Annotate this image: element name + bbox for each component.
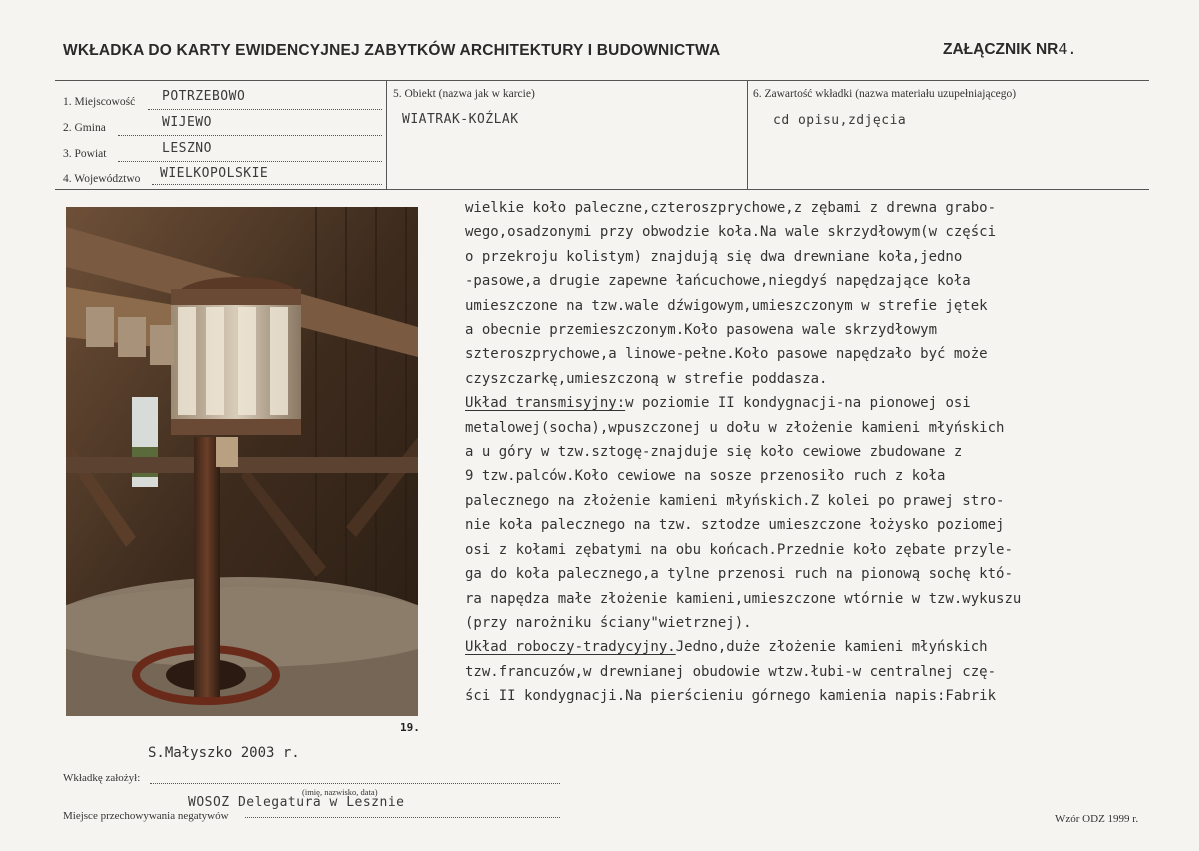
description-line: czyszczarkę,umieszczoną w strefie poddasza.: [465, 370, 828, 387]
description-line: ści II kondygnacji.Na pierścieniu górnego kamienia napis:Fabrik: [465, 688, 997, 705]
wojewodztwo-label: 4. Województwo: [63, 173, 141, 185]
zalozyl-hint: (imię, nazwisko, data): [302, 787, 378, 797]
photo-number: 19.: [400, 721, 420, 734]
description-line: ga do koła palecznego,a tylne przenosi ruch na pionową sochę któ-: [465, 566, 1013, 583]
description-line: szteroszprychowe,a linowe-pełne.Koło pasowe napędzało być może: [465, 346, 988, 363]
description-line: tzw.francuzów,w drewnianej obudowie wtzw.łubi-w centralnej czę-: [465, 663, 997, 680]
miejscowosc-value: POTRZEBOWO: [162, 89, 246, 104]
description-line: umieszczone na tzw.wale dźwigowym,umieszczonym w strefie jętek: [465, 297, 988, 314]
column-divider-2: [747, 80, 748, 190]
zawartosc-label: 6. Zawartość wkładki (nazwa materiału uzupełniającego): [753, 88, 1017, 100]
author-signature: S.Małyszko 2003 r.: [148, 745, 300, 761]
miejscowosc-dots: [148, 109, 382, 110]
powiat-value: LESZNO: [162, 141, 212, 156]
wojewodztwo-dots: [152, 184, 382, 185]
description-line-text: Jedno,duże złożenie kamieni młyńskich: [675, 639, 988, 656]
description-line: o przekroju kolistym) znajdują się dwa drewniane koła,jedno: [465, 248, 963, 265]
description-line: wielkie koło paleczne,czteroszprychowe,z zębami z drewna grabo-: [465, 200, 997, 216]
work-heading: Układ roboczy-tradycyjny.: [465, 639, 676, 656]
miejsce-label: Miejsce przechowywania negatywów: [63, 810, 229, 822]
form-version: Wzór ODZ 1999 r.: [1055, 813, 1139, 825]
description-line-text: w poziomie II kondygnacji-na pionowej osi: [625, 395, 971, 412]
description-line: a obecnie przemieszczonym.Koło pasowena wale skrzydłowym: [465, 322, 938, 339]
mill-interior-photo: [66, 207, 418, 716]
form-title: WKŁADKA DO KARTY EWIDENCYJNEJ ZABYTKÓW ARCHITEKTURY I BUDOWNICTWA: [63, 42, 721, 59]
attachment-label: ZAŁĄCZNIK NR: [943, 41, 1059, 58]
description-line: -pasowe,a drugie zapewne łańcuchowe,niegdyś napędzające koła: [465, 273, 971, 290]
miejsce-dots: [245, 817, 560, 818]
description-line: 9 tzw.palców.Koło cewiowe na sosze przenosiło ruch z koła: [465, 468, 946, 485]
attachment-number-value: 4.: [1058, 40, 1077, 58]
zawartosc-value: cd opisu,zdjęcia: [773, 113, 907, 128]
gmina-label: 2. Gmina: [63, 122, 106, 134]
gmina-value: WIJEWO: [162, 115, 212, 130]
table-bottom-border: [55, 189, 1149, 190]
description-line: metalowej(socha),wpuszczonej u dołu w złożenie kamieni młyńskich: [465, 419, 1005, 436]
description-line: (przy narożniku ściany"wietrznej).: [465, 614, 752, 631]
description-line: ra napędza małe złożenie kamieni,umieszczone wtórnie w tzw.wykuszu: [465, 590, 1022, 607]
miejscowosc-label: 1. Miejscowość: [63, 96, 136, 108]
description-line: osi z kołami zębatymi na obu końcach.Przednie koło zębate przyle-: [465, 541, 1013, 558]
powiat-label: 3. Powiat: [63, 148, 107, 160]
description-line: [465, 635, 1125, 659]
description-line: a u góry w tzw.sztogę-znajduje się koło cewiowe zbudowane z: [465, 444, 963, 461]
column-divider-1: [386, 80, 387, 190]
wojewodztwo-value: WIELKOPOLSKIE: [160, 166, 269, 181]
attachment-number: [943, 40, 1076, 59]
zalozyl-label: Wkładkę założył:: [63, 772, 141, 784]
description-text: [465, 196, 1125, 709]
powiat-dots: [118, 161, 382, 162]
obiekt-label: 5. Obiekt (nazwa jak w karcie): [393, 88, 535, 100]
description-line: palecznego na złożenie kamieni młyńskich.Z kolei po prawej stro-: [465, 492, 1005, 509]
obiekt-value: WIATRAK-KOŹLAK: [402, 112, 519, 127]
transmission-heading: Układ transmisyjny:: [465, 395, 626, 412]
description-line: nie koła palecznego na tzw. sztodze umieszczone łożysko poziomej: [465, 517, 1005, 534]
table-top-border: [55, 80, 1149, 81]
description-line: wego,osadzonymi przy obwodzie koła.Na wale skrzydłowym(w części: [465, 224, 997, 241]
zalozyl-dots: [150, 783, 560, 784]
description-line: [465, 391, 1125, 415]
mill-interior-photo-drawing: [66, 207, 418, 716]
miejsce-value: WOSOZ Delegatura w Lesznie: [188, 795, 405, 810]
gmina-dots: [118, 135, 382, 136]
